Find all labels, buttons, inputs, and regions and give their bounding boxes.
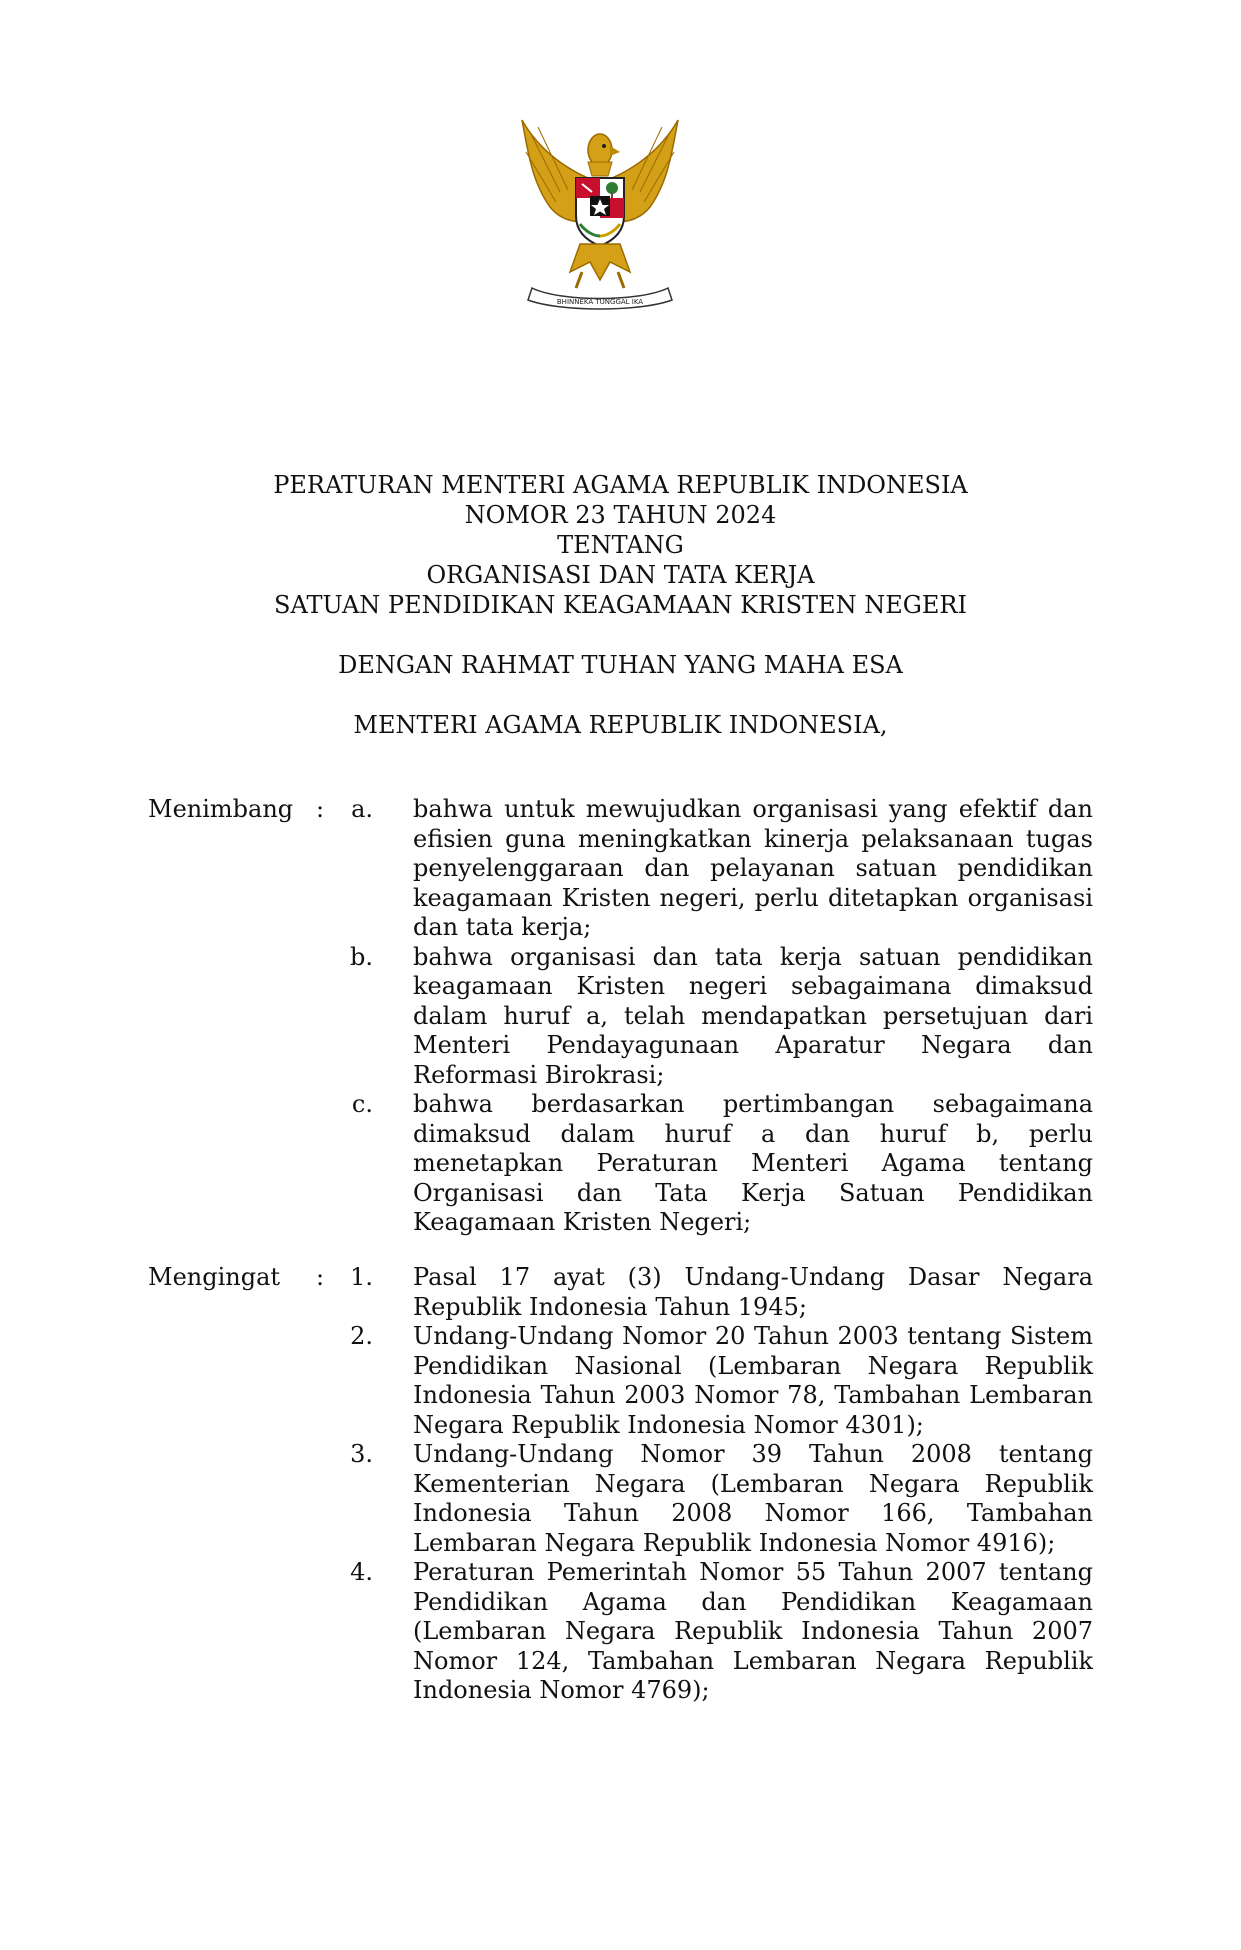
item-marker: 2.	[350, 1322, 373, 1350]
list-item	[148, 942, 1093, 1091]
menimbang-section	[148, 795, 1093, 1238]
garuda-emblem	[510, 112, 690, 312]
regulation-subject-line1: ORGANISASI DAN TATA KERJA	[426, 561, 815, 589]
item-marker: c.	[351, 1090, 373, 1118]
list-item	[148, 1558, 1093, 1706]
item-marker: 3.	[350, 1440, 373, 1468]
item-marker: b.	[350, 942, 373, 971]
item-marker: 4.	[350, 1558, 373, 1586]
list-item	[148, 1322, 1093, 1440]
list-item	[148, 1090, 1093, 1238]
mengingat-label: Mengingat	[148, 1263, 281, 1291]
list-item	[148, 795, 1093, 943]
item-text: bahwa organisasi dan tata kerja satuan pendidikan keagamaan Kristen negeri sebagaimana dimaksud dalam huruf a, telah mendapatkan persetujuan dari Menteri Pendayagunaan Aparatur Negara dan Reformasi Birokrasi;	[413, 942, 1093, 1089]
blessing-line: DENGAN RAHMAT TUHAN YANG MAHA ESA	[338, 651, 903, 679]
item-text: Peraturan Pemerintah Nomor 55 Tahun 2007 tentang Pendidikan Agama dan Pendidikan Keagamaan (Lembaran Negara Republik Indonesia Tahun 2007 Nomor 124, Tambahan Lembaran Negara Republik Indonesia Nomor 4769);	[413, 1558, 1093, 1704]
regulation-number: NOMOR 23 TAHUN 2024	[464, 501, 777, 529]
regulation-about: TENTANG	[557, 531, 684, 559]
regulation-title: PERATURAN MENTERI AGAMA REPUBLIK INDONESIA	[273, 471, 968, 499]
regulation-subject-line2: SATUAN PENDIDIKAN KEAGAMAAN KRISTEN NEGERI	[274, 591, 967, 619]
item-text: Pasal 17 ayat (3) Undang-Undang Dasar Negara Republik Indonesia Tahun 1945;	[413, 1263, 1093, 1321]
emblem-motto: BHINNEKA TUNGGAL IKA	[556, 298, 644, 306]
item-text: Undang-Undang Nomor 20 Tahun 2003 tentang Sistem Pendidikan Nasional (Lembaran Negara Republik Indonesia Tahun 2003 Nomor 78, Tambahan Lembaran Negara Republik Indonesia Nomor 4301);	[413, 1322, 1093, 1439]
document-header	[0, 470, 1241, 740]
item-text: bahwa berdasarkan pertimbangan sebagaimana dimaksud dalam huruf a dan huruf b, perlu menetapkan Peraturan Menteri Agama tentang Organisasi dan Tata Kerja Satuan Pendidikan Keagamaan Kristen Negeri;	[413, 1090, 1093, 1236]
item-marker: 1.	[350, 1263, 373, 1291]
menimbang-colon: :	[316, 795, 325, 823]
issuer-line: MENTERI AGAMA REPUBLIK INDONESIA,	[353, 711, 888, 739]
garuda-emblem-graphic	[510, 112, 690, 312]
list-item	[148, 1263, 1093, 1322]
mengingat-section	[148, 1263, 1093, 1706]
mengingat-colon: :	[316, 1263, 325, 1291]
list-item	[148, 1440, 1093, 1558]
item-text: Undang-Undang Nomor 39 Tahun 2008 tentang Kementerian Negara (Lembaran Negara Republik Indonesia Tahun 2008 Nomor 166, Tambahan Lembaran Negara Republik Indonesia Nomor 4916);	[413, 1440, 1093, 1557]
item-marker: a.	[351, 795, 373, 823]
item-text: bahwa untuk mewujudkan organisasi yang efektif dan efisien guna meningkatkan kinerja pelaksanaan tugas penyelenggaraan dan pelayanan satuan pendidikan keagamaan Kristen negeri, perlu ditetapkan organisasi dan tata kerja;	[413, 795, 1093, 941]
menimbang-label: Menimbang	[148, 795, 294, 823]
